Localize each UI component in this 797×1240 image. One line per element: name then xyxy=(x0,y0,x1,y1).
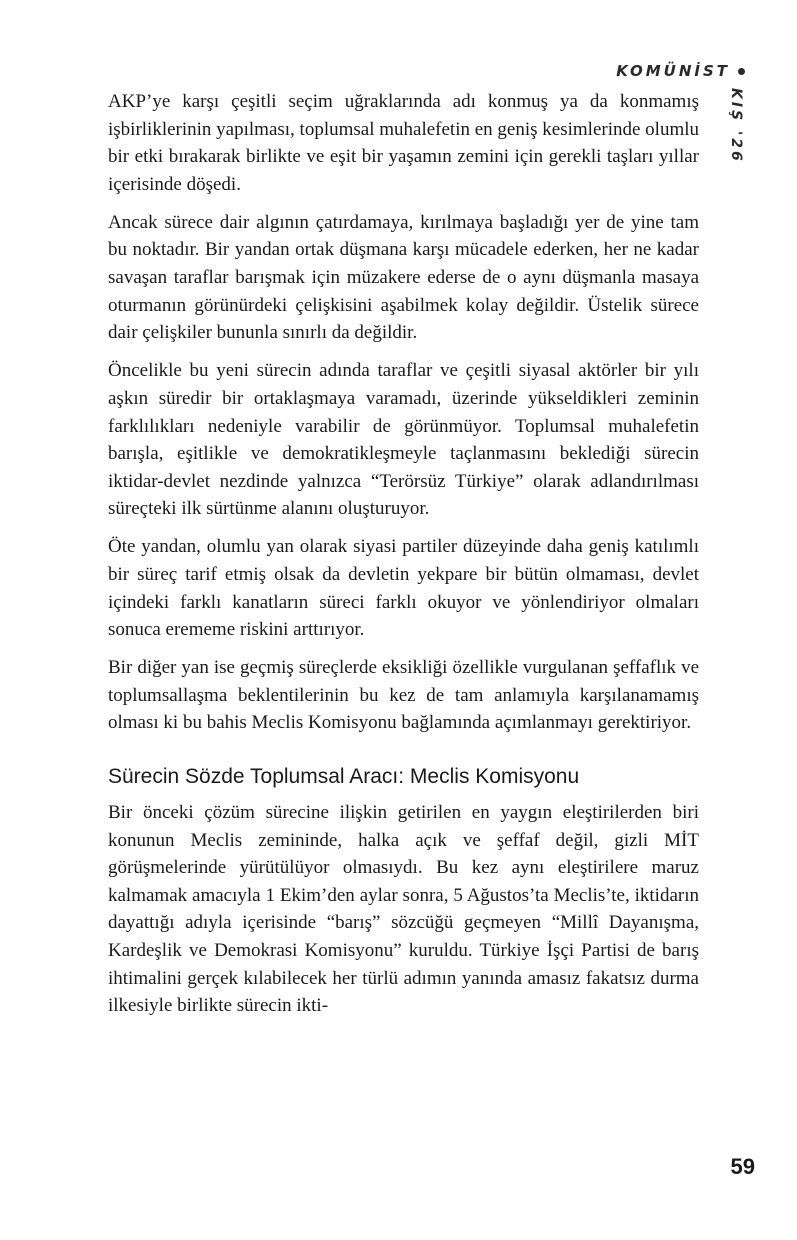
paragraph-5: Bir diğer yan ise geçmiş süreçlerde eksikliği özellikle vurgulanan şeffaflık ve toplumsallaşma beklentilerinin bu kez de tam anlamıyla karşılanamamış olması ki bu bahis Meclis Komisyonu bağlamında açımlanmayı gerektiriyor. xyxy=(108,657,699,734)
page-number: 59 xyxy=(730,1154,755,1179)
paragraph-1: AKP’ye karşı çeşitli seçim uğraklarında adı konmuş ya da konmamış işbirliklerinin yapılması, toplumsal muhalefetin en geniş kesimlerinde olumlu bir etki bırakarak birlikte ve eşit bir yaşamın zemini için gerekli taşları yıllar içerisinde döşedi. xyxy=(108,91,700,195)
section-heading: Sürecin Sözde Toplumsal Aracı: Meclis Komisyonu xyxy=(108,765,580,789)
paragraph-2: Ancak sürece dair algının çatırdamaya, kırılmaya başladığı yer de yine tam bu noktadır. Bir yandan ortak düşmana karşı mücadele ederken, her ne kadar savaşan taraflar barışmak için müzakere ederse de o aynı düşmanla masaya oturmanın görünürdeki çelişkisini aşabilmek kolay değildir. Üstelik sürece dair çelişkiler bununla sınırlı da değildir. xyxy=(108,211,699,344)
paragraph-4: Öte yandan, olumlu yan olarak siyasi partiler düzeyinde daha geniş katılımlı bir süreç tarif etmiş olsak da devletin yekpare bir bütün olmaması, devlet içindeki farklı kanatların süreci farklı okuyor ve yönlendiriyor olmaları sonuca erememe riskini arttırıyor. xyxy=(108,536,699,641)
bullet-dot-icon xyxy=(738,68,745,75)
masthead xyxy=(616,62,745,80)
article-body xyxy=(108,88,699,1030)
paragraph-6: Bir önceki çözüm sürecine ilişkin getirilen en yaygın eleştirilerden biri konunun Meclis zemininde, halka açık ve şeffaf değil, gizli MİT görüşmelerinde yürütülüyor olmasıydı. Bu kez aynı eleştirilere maruz kalmamak amacıyla 1 Ekim’den aylar sonra, 5 Ağustos’ta Meclis’te, iktidarın dayattığı adıyla içerisinde “barış” sözcüğü geçmeyen “Millî Dayanışma, Kardeşlik ve Demokrasi Komisyonu” kuruldu. Türkiye İşçi Partisi de barış ihtimalini gerçek kılabilecek her türlü adımın yanında amasız fakatsız durma ilkesiyle birlikte sürecin ikti- xyxy=(108,802,699,1017)
masthead-title: KOMÜNİST xyxy=(616,62,730,80)
paragraph-3: Öncelikle bu yeni sürecin adında taraflar ve çeşitli siyasal aktörler bir yılı aşkın süredir bir ortaklaşmaya varamadı, üzerinde yükseldikleri zeminin farklılıkları nedeniyle varabilir de görünmüyor. Toplumsal muhalefetin barışla, eşitlikle ve demokratikleşmeyle taçlanmasını beklediği sürecin iktidar-devlet nezdinde yalnızca “Terörsüz Türkiye” olarak adlandırılması süreçteki ilk sürtünme alanını oluşturuyor. xyxy=(108,360,699,520)
issue-label: KIŞ '26 xyxy=(728,88,744,164)
